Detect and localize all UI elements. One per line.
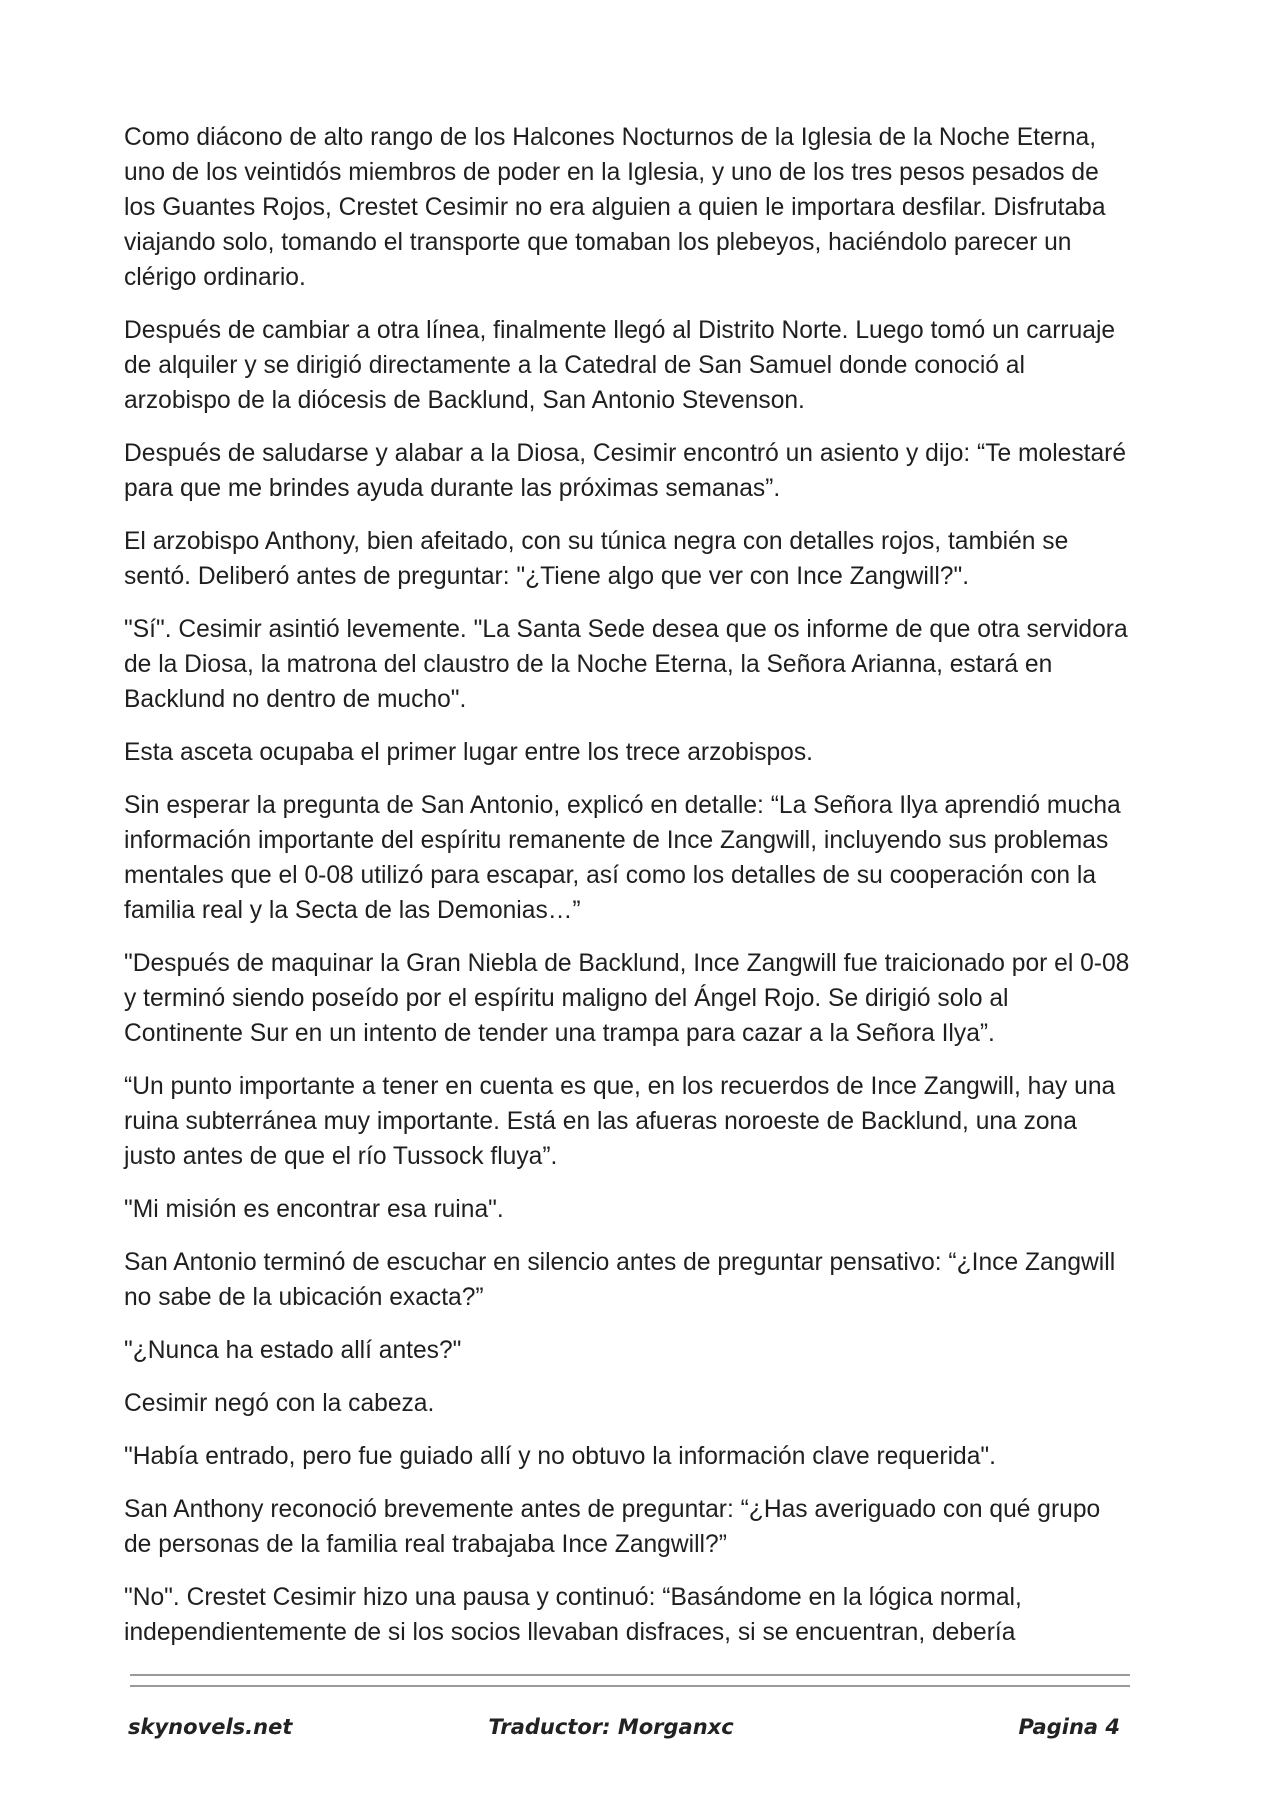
paragraph: "Había entrado, pero fue guiado allí y no obtuvo la información clave requerida". xyxy=(124,1443,996,1470)
body-text xyxy=(124,120,1134,1668)
paragraph: "Mi misión es encontrar esa ruina". xyxy=(124,1196,504,1223)
paragraph: Sin esperar la pregunta de San Antonio, explicó en detalle: “La Señora Ilya aprendió mucha información importante del espíritu remanente de Ince Zangwill, incluyendo sus problemas mentales que el 0-08 utilizó para escapar, así como los detalles de su cooperación con la familia real y la Secta de las Demonias…” xyxy=(124,792,1121,924)
paragraph: "¿Nunca ha estado allí antes?" xyxy=(124,1337,462,1364)
paragraph: "No". Crestet Cesimir hizo una pausa y continuó: “Basándome en la lógica normal, independientemente de si los socios llevaban disfraces, si se encuentran, debería xyxy=(124,1584,1022,1646)
paragraph: San Anthony reconoció brevemente antes de preguntar: “¿Has averiguado con qué grupo de personas de la familia real trabajaba Ince Zangwill?” xyxy=(124,1496,1101,1558)
footer-translator: Traductor: Morganxc xyxy=(488,1715,734,1739)
footer-divider-bottom xyxy=(130,1685,1130,1687)
paragraph: Después de saludarse y alabar a la Diosa, Cesimir encontró un asiento y dijo: “Te molestaré para que me brindes ayuda durante las próximas semanas”. xyxy=(124,440,1127,502)
footer-divider-top xyxy=(130,1674,1130,1676)
paragraph: Esta asceta ocupaba el primer lugar entre los trece arzobispos. xyxy=(124,739,813,766)
footer-page-number: Pagina 4 xyxy=(1018,1715,1120,1739)
paragraph: Como diácono de alto rango de los Halcones Nocturnos de la Iglesia de la Noche Eterna, uno de los veintidós miembros de poder en la Iglesia, y uno de los tres pesos pesados de los Guantes Rojos, Crestet Cesimir no era alguien a quien le importara desfilar. Disfrutaba viajando solo, tomando el transporte que tomaban los plebeyos, haciéndolo parecer un clérigo ordinario. xyxy=(124,124,1106,291)
paragraph: San Antonio terminó de escuchar en silencio antes de preguntar pensativo: “¿Ince Zangwill no sabe de la ubicación exacta?” xyxy=(124,1249,1116,1311)
paragraph: “Un punto importante a tener en cuenta es que, en los recuerdos de Ince Zangwill, hay una ruina subterránea muy importante. Está en las afueras noroeste de Backlund, una zona justo antes de que el río Tussock fluya”. xyxy=(124,1073,1116,1170)
paragraph: El arzobispo Anthony, bien afeitado, con su túnica negra con detalles rojos, también se sentó. Deliberó antes de preguntar: "¿Tiene algo que ver con Ince Zangwill?". xyxy=(124,528,1069,590)
paragraph: "Sí". Cesimir asintió levemente. "La Santa Sede desea que os informe de que otra servidora de la Diosa, la matrona del claustro de la Noche Eterna, la Señora Arianna, estará en Backlund no dentro de mucho". xyxy=(124,616,1128,713)
paragraph: "Después de maquinar la Gran Niebla de Backlund, Ince Zangwill fue traicionado por el 0-08 y terminó siendo poseído por el espíritu maligno del Ángel Rojo. Se dirigió solo al Continente Sur en un intento de tender una trampa para cazar a la Señora Ilya”. xyxy=(124,950,1130,1047)
footer-site: skynovels.net xyxy=(128,1715,293,1739)
paragraph: Después de cambiar a otra línea, finalmente llegó al Distrito Norte. Luego tomó un carruaje de alquiler y se dirigió directamente a la Catedral de San Samuel donde conoció al arzobispo de la diócesis de Backlund, San Antonio Stevenson. xyxy=(124,317,1116,414)
paragraph: Cesimir negó con la cabeza. xyxy=(124,1390,435,1417)
